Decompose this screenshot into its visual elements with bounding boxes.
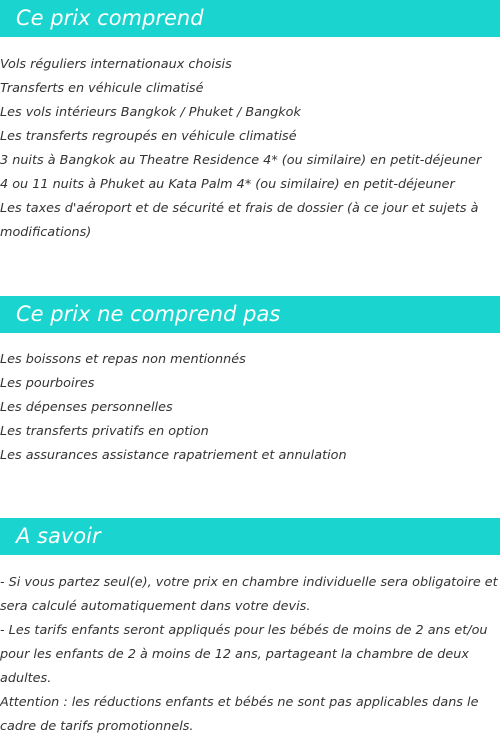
list-item: Les boissons et repas non mentionnés <box>0 352 246 367</box>
list-item: 4 ou 11 nuits à Phuket au Kata Palm 4* (ou similaire) en petit-déjeuner <box>0 177 455 192</box>
list-item: - Les tarifs enfants seront appliqués pour les bébés de moins de 2 ans et/ou pour les enfants de 2 à moins de 12 ans, partageant la chambre de deux adultes. <box>0 623 488 686</box>
list-item: Vols réguliers internationaux choisis <box>0 57 232 72</box>
list-item: Les dépenses personnelles <box>0 400 173 415</box>
not-included-list <box>0 348 500 468</box>
section-header-good-to-know <box>0 518 500 555</box>
list-item: 3 nuits à Bangkok au Theatre Residence 4* (ou similaire) en petit-déjeuner <box>0 153 482 168</box>
included-list <box>0 53 500 245</box>
list-item: - Si vous partez seul(e), votre prix en chambre individuelle sera obligatoire et sera calculé automatiquement dans votre devis. <box>0 575 498 614</box>
good-to-know-list <box>0 571 500 739</box>
list-item: Les assurances assistance rapatriement et annulation <box>0 448 347 463</box>
section-title-included: Ce prix comprend <box>16 6 204 30</box>
list-item: Les transferts regroupés en véhicule climatisé <box>0 129 297 144</box>
list-item: Attention : les réductions enfants et bébés ne sont pas applicables dans le cadre de tarifs promotionnels. <box>0 695 479 734</box>
list-item: Les taxes d'aéroport et de sécurité et frais de dossier (à ce jour et sujets à modifications) <box>0 201 479 240</box>
list-item: Les transferts privatifs en option <box>0 424 209 439</box>
list-item: Les vols intérieurs Bangkok / Phuket / Bangkok <box>0 105 301 120</box>
section-title-not-included: Ce prix ne comprend pas <box>16 302 281 326</box>
section-header-not-included <box>0 296 500 333</box>
section-title-good-to-know: A savoir <box>16 524 101 548</box>
list-item: Les pourboires <box>0 376 95 391</box>
section-header-included <box>0 0 500 37</box>
list-item: Transferts en véhicule climatisé <box>0 81 204 96</box>
